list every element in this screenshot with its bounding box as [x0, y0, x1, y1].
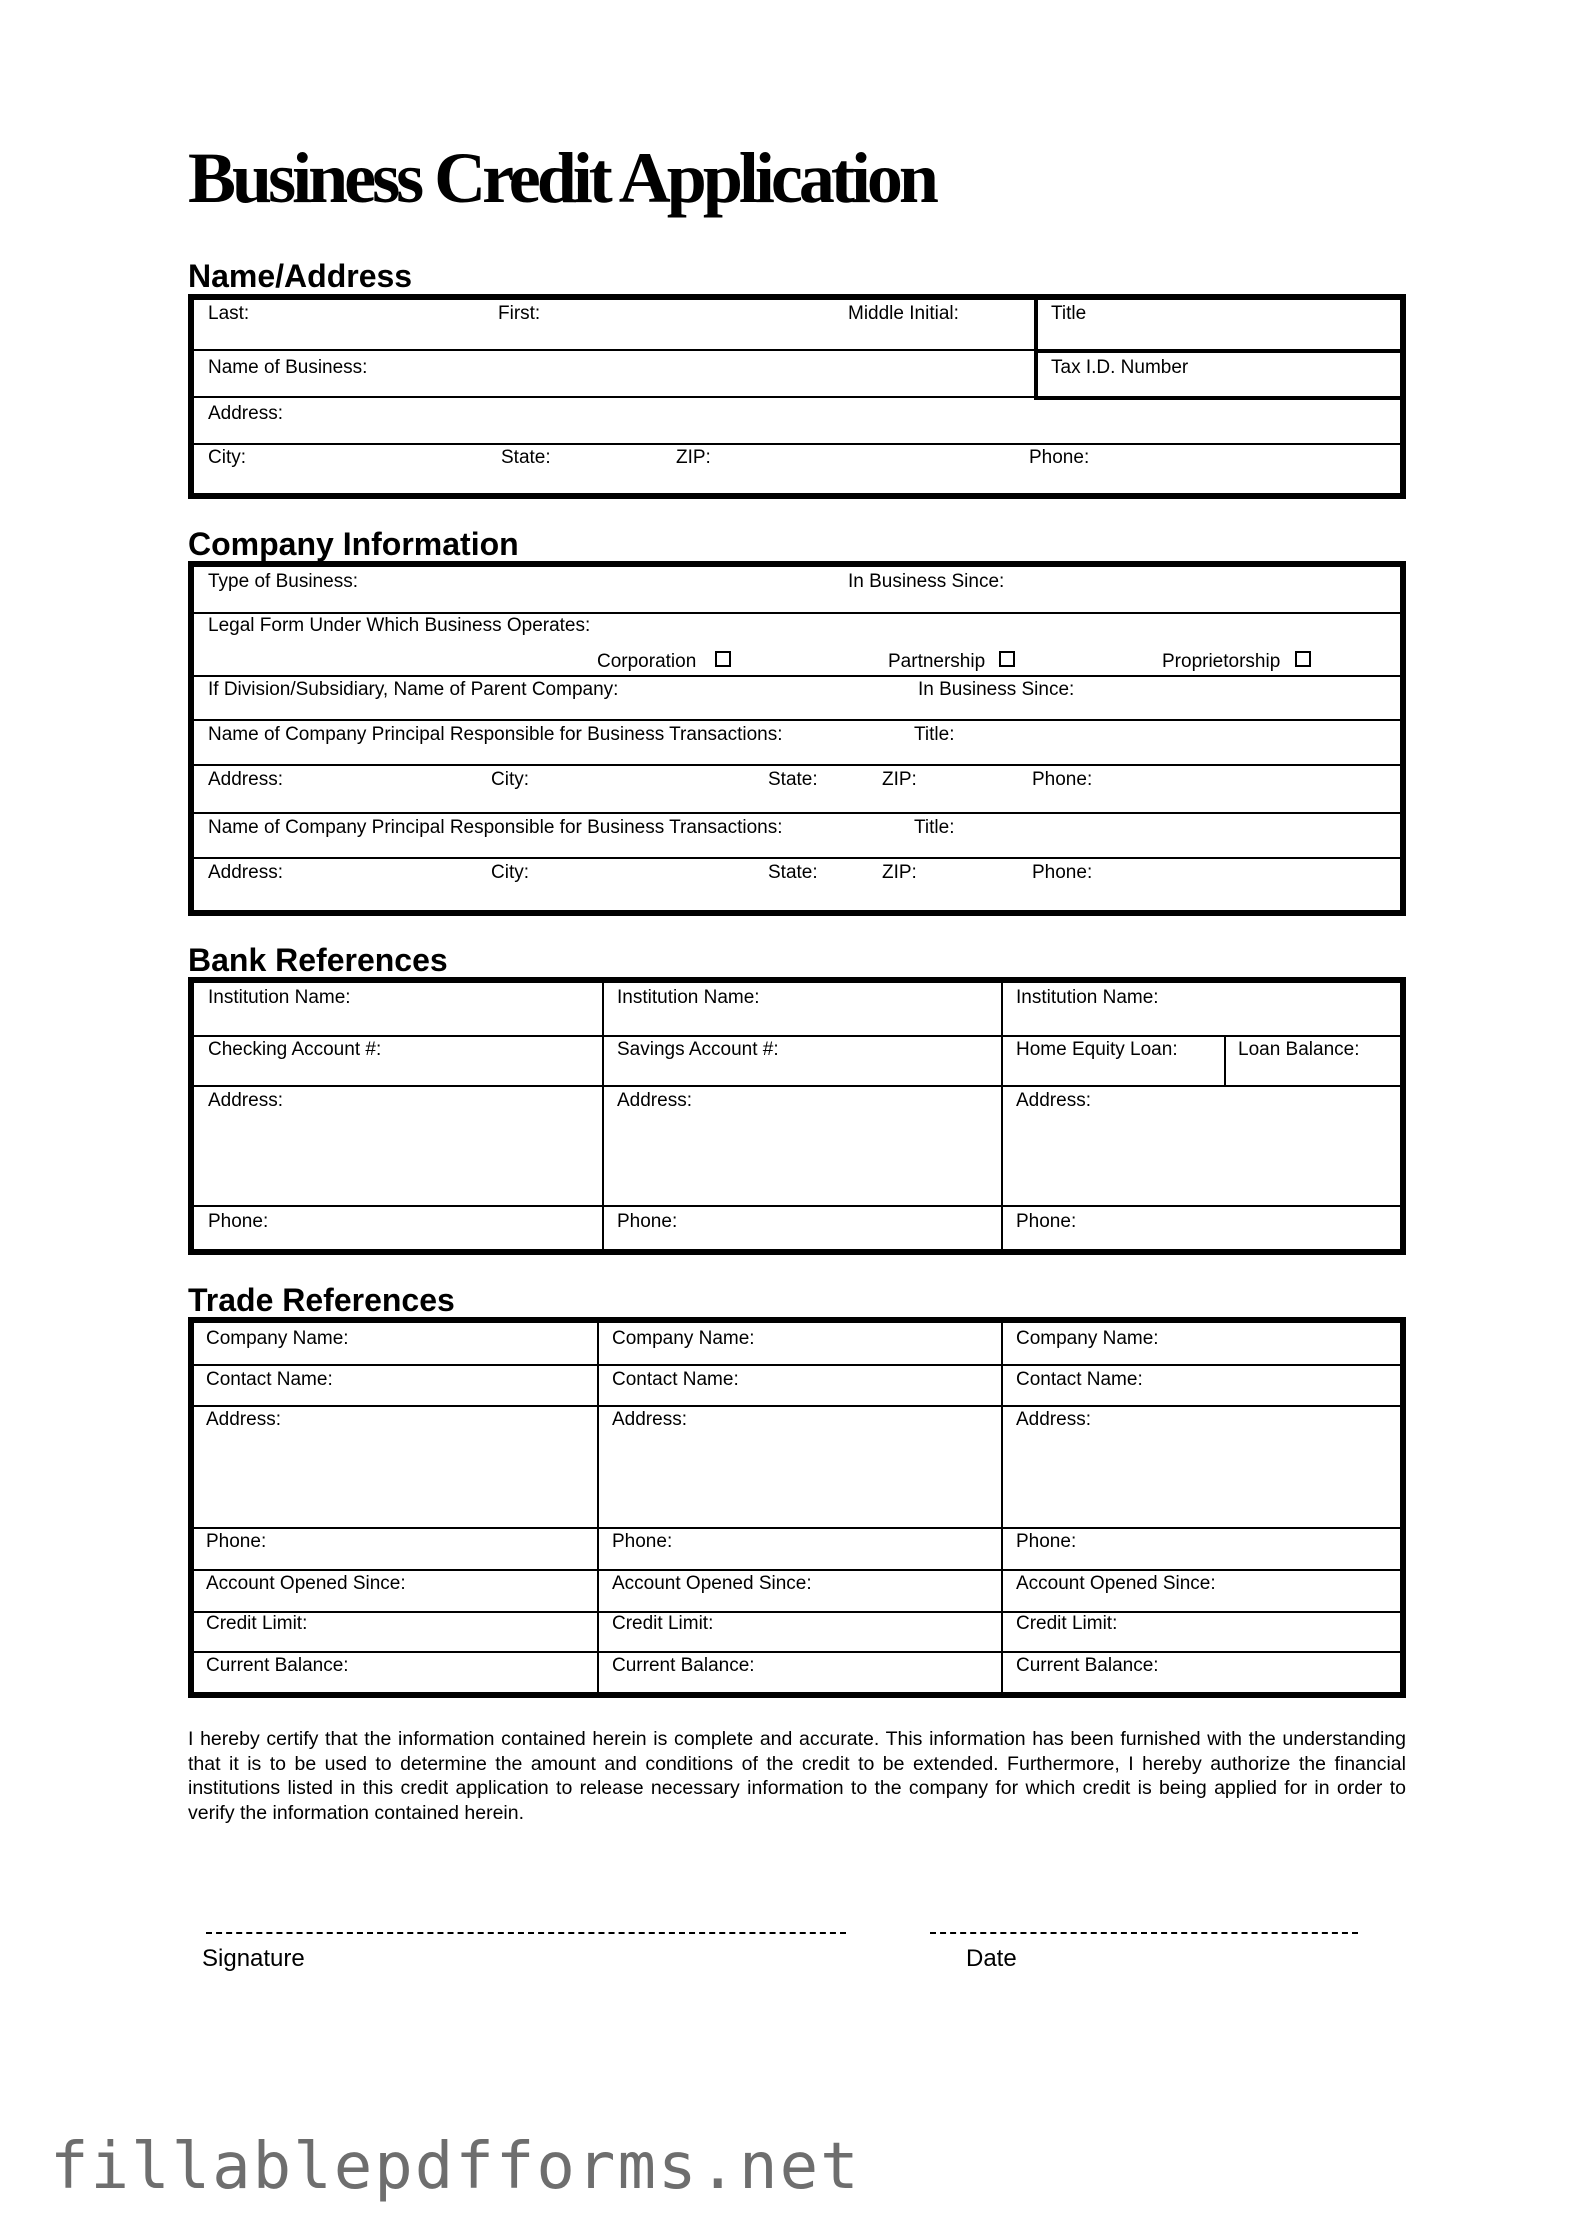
divider	[1224, 1035, 1226, 1085]
trade-refs-heading: Trade References	[188, 1282, 455, 1318]
certification-text: I hereby certify that the information contained herein is complete and accurate. This information has been furnished with the understanding that it is to be used to determine the amount and conditions of the credit to be extended. Furthermore, I hereby authorize the financial institutions listed in this credit application to release necessary information to the company for which credit is being applied for in order to verify the information contained herein.	[188, 1728, 1406, 1824]
name-address-heading: Name/Address	[188, 258, 413, 294]
city-field[interactable]: City:	[208, 447, 246, 468]
divider	[194, 1085, 1400, 1087]
company-info-heading: Company Information	[188, 526, 519, 562]
principal-1-address-field[interactable]: Address:	[208, 769, 283, 790]
trade-3-phone-field[interactable]: Phone:	[1016, 1531, 1077, 1552]
divider	[194, 1205, 1400, 1207]
savings-account-field[interactable]: Savings Account #:	[617, 1039, 779, 1060]
principal-1-state-field[interactable]: State:	[768, 769, 818, 790]
parent-company-field[interactable]: If Division/Subsidiary, Name of Parent Company:	[208, 679, 619, 700]
bank-1-phone-field[interactable]: Phone:	[208, 1211, 269, 1232]
first-name-field[interactable]: First:	[498, 303, 541, 324]
trade-2-company-field[interactable]: Company Name:	[612, 1328, 755, 1349]
principal-2-name-field[interactable]: Name of Company Principal Responsible for Business Transactions:	[208, 817, 783, 838]
trade-1-company-field[interactable]: Company Name:	[206, 1328, 349, 1349]
legal-form-label: Legal Form Under Which Business Operates:	[208, 615, 591, 636]
bank-2-institution-field[interactable]: Institution Name:	[617, 987, 760, 1008]
principal-2-city-field[interactable]: City:	[491, 862, 529, 883]
bank-2-phone-field[interactable]: Phone:	[617, 1211, 678, 1232]
divider	[194, 764, 1400, 766]
signature-label: Signature	[202, 1945, 305, 1972]
divider	[194, 675, 1400, 677]
principal-2-phone-field[interactable]: Phone:	[1032, 862, 1093, 883]
trade-2-address-field[interactable]: Address:	[612, 1409, 687, 1430]
state-field[interactable]: State:	[501, 447, 551, 468]
divider	[194, 1569, 1400, 1571]
bank-1-institution-field[interactable]: Institution Name:	[208, 987, 351, 1008]
principal-2-title-field[interactable]: Title:	[914, 817, 955, 838]
date-label: Date	[966, 1945, 1017, 1972]
divider	[194, 1405, 1400, 1407]
trade-refs-box	[188, 1317, 1406, 1698]
trade-2-balance-field[interactable]: Current Balance:	[612, 1655, 755, 1676]
trade-1-contact-field[interactable]: Contact Name:	[206, 1369, 333, 1390]
divider	[597, 1323, 599, 1692]
trade-3-credit-limit-field[interactable]: Credit Limit:	[1016, 1613, 1118, 1634]
form-title: Business Credit Application	[188, 138, 935, 218]
divider	[194, 612, 1400, 614]
business-type-field[interactable]: Type of Business:	[208, 571, 358, 592]
trade-1-address-field[interactable]: Address:	[206, 1409, 281, 1430]
title-field[interactable]: Title	[1051, 303, 1087, 324]
date-line[interactable]	[930, 1932, 1358, 1934]
zip-field[interactable]: ZIP:	[676, 447, 711, 468]
partnership-checkbox[interactable]	[999, 651, 1015, 667]
divider	[194, 443, 1400, 445]
watermark: fillablepdfforms.net	[50, 2130, 861, 2204]
divider	[194, 1364, 1400, 1366]
trade-3-company-field[interactable]: Company Name:	[1016, 1328, 1159, 1349]
trade-1-phone-field[interactable]: Phone:	[206, 1531, 267, 1552]
divider	[194, 812, 1400, 814]
divider	[1034, 297, 1038, 397]
bank-refs-heading: Bank References	[188, 942, 448, 978]
last-name-field[interactable]: Last:	[208, 303, 250, 324]
divider	[1001, 1323, 1003, 1692]
trade-1-balance-field[interactable]: Current Balance:	[206, 1655, 349, 1676]
corporation-checkbox[interactable]	[715, 651, 731, 667]
middle-initial-field[interactable]: Middle Initial:	[848, 303, 959, 324]
home-equity-loan-field[interactable]: Home Equity Loan:	[1016, 1039, 1178, 1060]
divider	[194, 1611, 1400, 1613]
loan-balance-field[interactable]: Loan Balance:	[1238, 1039, 1360, 1060]
divider	[194, 396, 1034, 398]
divider	[1034, 349, 1400, 353]
corporation-label: Corporation	[597, 651, 697, 672]
bank-2-address-field[interactable]: Address:	[617, 1090, 692, 1111]
divider	[194, 1651, 1400, 1653]
divider	[194, 1527, 1400, 1529]
trade-1-opened-field[interactable]: Account Opened Since:	[206, 1573, 406, 1594]
principal-1-phone-field[interactable]: Phone:	[1032, 769, 1093, 790]
divider	[602, 983, 604, 1249]
bank-3-institution-field[interactable]: Institution Name:	[1016, 987, 1159, 1008]
divider	[194, 349, 1034, 351]
divider	[1001, 983, 1003, 1249]
trade-3-balance-field[interactable]: Current Balance:	[1016, 1655, 1159, 1676]
divider	[194, 857, 1400, 859]
trade-2-phone-field[interactable]: Phone:	[612, 1531, 673, 1552]
trade-1-credit-limit-field[interactable]: Credit Limit:	[206, 1613, 308, 1634]
divider	[194, 1035, 1400, 1037]
principal-2-zip-field[interactable]: ZIP:	[882, 862, 917, 883]
trade-2-credit-limit-field[interactable]: Credit Limit:	[612, 1613, 714, 1634]
trade-2-contact-field[interactable]: Contact Name:	[612, 1369, 739, 1390]
principal-2-state-field[interactable]: State:	[768, 862, 818, 883]
business-name-field[interactable]: Name of Business:	[208, 357, 368, 378]
bank-refs-box	[188, 977, 1406, 1255]
proprietorship-label: Proprietorship	[1162, 651, 1281, 672]
partnership-label: Partnership	[888, 651, 986, 672]
tax-id-field[interactable]: Tax I.D. Number	[1051, 357, 1189, 378]
principal-2-address-field[interactable]: Address:	[208, 862, 283, 883]
in-business-since-field[interactable]: In Business Since:	[848, 571, 1005, 592]
principal-1-zip-field[interactable]: ZIP:	[882, 769, 917, 790]
principal-1-name-field[interactable]: Name of Company Principal Responsible for Business Transactions:	[208, 724, 783, 745]
trade-3-contact-field[interactable]: Contact Name:	[1016, 1369, 1143, 1390]
divider	[1034, 396, 1400, 400]
trade-3-opened-field[interactable]: Account Opened Since:	[1016, 1573, 1216, 1594]
bank-1-address-field[interactable]: Address:	[208, 1090, 283, 1111]
principal-1-city-field[interactable]: City:	[491, 769, 529, 790]
principal-1-title-field[interactable]: Title:	[914, 724, 955, 745]
signature-line[interactable]	[206, 1932, 846, 1934]
bank-3-phone-field[interactable]: Phone:	[1016, 1211, 1077, 1232]
trade-3-address-field[interactable]: Address:	[1016, 1409, 1091, 1430]
bank-3-address-field[interactable]: Address:	[1016, 1090, 1091, 1111]
phone-field[interactable]: Phone:	[1029, 447, 1090, 468]
proprietorship-checkbox[interactable]	[1295, 651, 1311, 667]
address-field[interactable]: Address:	[208, 403, 283, 424]
checking-account-field[interactable]: Checking Account #:	[208, 1039, 382, 1060]
trade-2-opened-field[interactable]: Account Opened Since:	[612, 1573, 812, 1594]
divider	[194, 719, 1400, 721]
parent-in-business-since-field[interactable]: In Business Since:	[918, 679, 1075, 700]
